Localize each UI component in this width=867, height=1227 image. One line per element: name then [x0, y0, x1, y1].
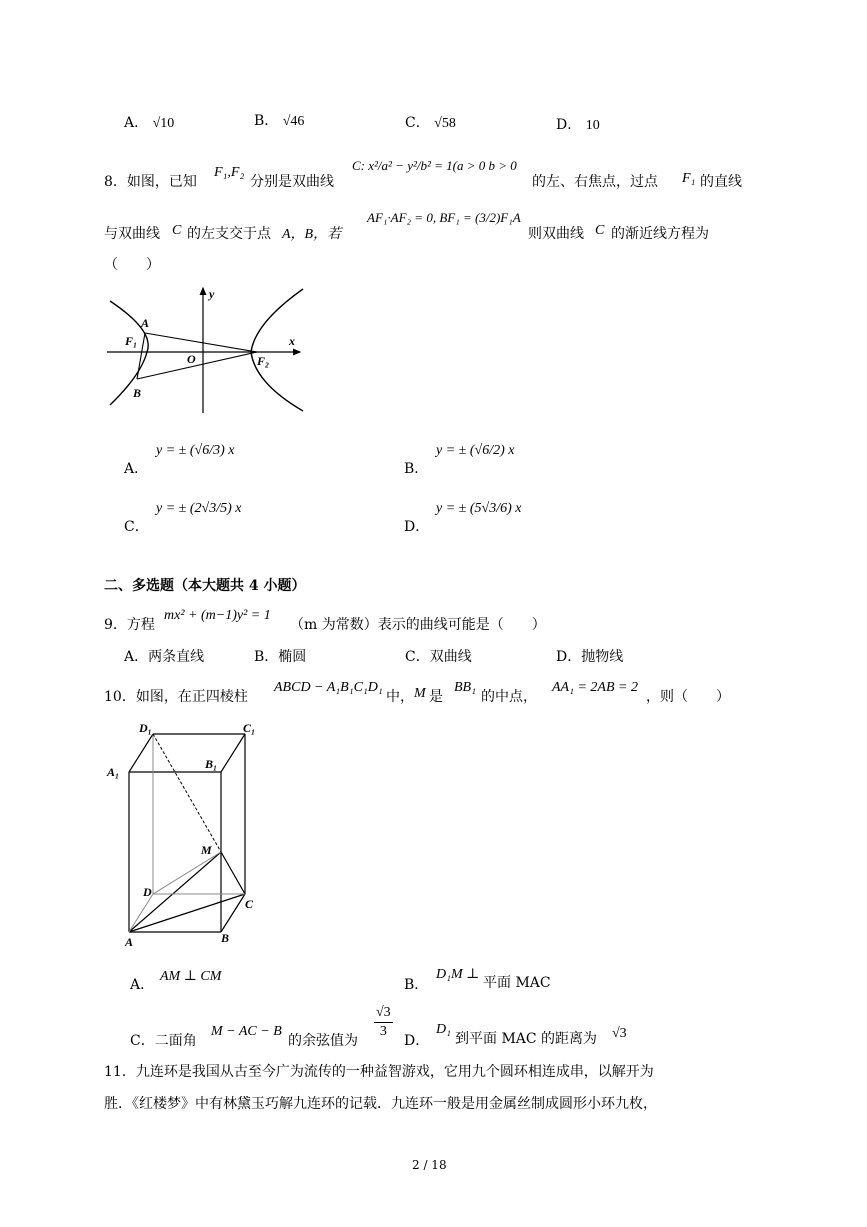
- q10-bb1: BB₁: [454, 680, 476, 695]
- q8-f1: F₁: [682, 171, 696, 186]
- q8-opt-c: y = ± (2√3/5) x: [156, 501, 242, 516]
- q10-text1: 中，: [386, 689, 414, 705]
- label-b: B: [133, 386, 142, 400]
- q8-opt-a-label: A．: [124, 461, 149, 477]
- label-f2: F₂: [257, 354, 270, 368]
- q8-opt-c-label: C．: [124, 519, 149, 535]
- label-d1: D₁: [139, 721, 152, 735]
- label-b1: B₁: [205, 757, 218, 771]
- q7-option-b: [254, 110, 304, 130]
- label-y: y: [209, 287, 215, 301]
- q8-opt-d: y = ± (5√3/6) x: [436, 501, 522, 516]
- q9-opt-c: C．双曲线: [405, 649, 472, 665]
- q7-option-c: [405, 112, 456, 132]
- q11-line1: 11．九连环是我国从古至今广为流传的一种益智游戏，它用九个圆环相连成串，以解开为: [104, 1064, 654, 1080]
- q8-hyperbola-figure: [105, 283, 310, 418]
- q10-opt-a: AM ⊥ CM: [160, 969, 222, 984]
- line-bf2: [137, 352, 257, 379]
- q10-m: M: [414, 686, 426, 701]
- q9-opt-d: D．抛物线: [556, 649, 624, 665]
- q8-text2: 的左、右焦点，过点: [532, 174, 658, 190]
- q8-line2-c: 则双曲线: [528, 226, 584, 242]
- q10-cond: AA₁ = 2AB = 2: [552, 680, 638, 695]
- label-b: B: [221, 931, 230, 945]
- q10-prism-figure: [105, 718, 265, 948]
- right-branch: [251, 289, 303, 411]
- q7-option-d: [556, 114, 600, 134]
- line-ab: [137, 333, 145, 379]
- q8-ab: A，B，若: [282, 227, 342, 242]
- q10-opt-c-math: M − AC − B: [211, 1024, 282, 1039]
- label-f1: F₁: [125, 334, 138, 348]
- q8-num: 8．如图，已知: [104, 174, 197, 190]
- q11-line2: 胜．《红楼梦》中有林黛玉巧解九连环的记载．九连环一般是用金属丝制成圆形小环九枚，: [104, 1096, 657, 1112]
- q10-num: 10．如图，在正四棱柱: [104, 689, 248, 705]
- q8-opt-d-label: D．: [404, 519, 430, 535]
- q8-foci: F₁,F₂: [214, 165, 245, 180]
- label-d: D: [143, 885, 152, 899]
- q8-opt-a: y = ± (√6/3) x: [156, 443, 235, 458]
- label-a: A: [141, 316, 150, 330]
- q8-curve-eq: C: x²/a² − y²/b² = 1(a > 0 b > 0: [352, 158, 517, 173]
- q10-opt-c-text: 的余弦值为: [288, 1033, 358, 1049]
- q9-eq: mx² + (m−1)y² = 1: [164, 608, 271, 623]
- q8-c: C: [172, 223, 182, 238]
- q10-opt-c-value-num: √3: [374, 1004, 393, 1023]
- q8-c2: C: [595, 223, 605, 238]
- label-c: C: [245, 897, 254, 911]
- q8-text3: 的直线: [700, 174, 742, 190]
- label-m: M: [201, 843, 212, 857]
- q9-opt-a: A．两条直线: [124, 649, 205, 665]
- section-title: 二、多选题（本大题共 4 小题）: [104, 578, 306, 594]
- q10-opt-d-value: √3: [612, 1026, 627, 1041]
- q7-option-a-value: √10: [152, 116, 175, 131]
- q10-opt-b-math: D₁M ⊥: [436, 967, 480, 982]
- q10-opt-b-label: B．: [404, 977, 429, 993]
- q10-text3: 的中点，: [481, 689, 537, 705]
- q10-text2: 是: [429, 689, 443, 705]
- label-x: x: [289, 334, 295, 348]
- label-o: O: [187, 352, 196, 366]
- q10-prism: ABCD − A₁B₁C₁D₁: [274, 680, 383, 695]
- q8-opt-b: y = ± (√6/2) x: [436, 443, 515, 458]
- q9-num: 9．方程: [104, 617, 155, 633]
- q10-opt-a-label: A．: [130, 977, 155, 993]
- label-a: A: [125, 935, 134, 948]
- q10-opt-d-text: 到平面 MAC 的距离为: [455, 1031, 598, 1047]
- label-c1: C₁: [243, 721, 256, 735]
- line-af2: [145, 333, 257, 352]
- q7-option-d-label: D．: [556, 117, 582, 133]
- q8-line2-a: 与双曲线: [104, 226, 160, 242]
- q8-condition: AF₁·AF₂ = 0, BF₁ = (3/2)F₁A: [367, 210, 521, 225]
- q10-opt-c-label: C．二面角: [130, 1033, 197, 1049]
- q7-option-b-label: B．: [254, 113, 279, 129]
- q10-opt-c-value-den: 3: [379, 1024, 387, 1039]
- q8-paren: （ ）: [104, 257, 160, 273]
- q8-opt-b-label: B．: [404, 461, 429, 477]
- q10-opt-d-math: D₁: [436, 1022, 451, 1037]
- label-a1: A₁: [107, 765, 120, 779]
- q8-text1: 分别是双曲线: [250, 174, 334, 190]
- q9-opt-b: B．椭圆: [254, 649, 307, 665]
- q9-text: （m 为常数）表示的曲线可能是（ ）: [290, 617, 546, 633]
- q8-line2-b: 的左支交于点: [187, 226, 271, 242]
- q8-line2-d: 的渐近线方程为: [611, 226, 709, 242]
- q7-option-b-value: √46: [282, 114, 305, 129]
- q10-opt-b-text: 平面 MAC: [483, 975, 551, 991]
- q10-opt-d-label: D．: [404, 1033, 430, 1049]
- q7-option-a: [124, 112, 174, 132]
- q7-option-c-label: C．: [405, 115, 430, 131]
- page-number: 2 / 18: [412, 1158, 447, 1172]
- q10-text4: ，则（ ）: [646, 689, 730, 705]
- q7-option-a-label: A．: [124, 115, 149, 131]
- q7-option-d-value: 10: [585, 118, 600, 133]
- q10-opt-c-value: [374, 1004, 393, 1041]
- q7-option-c-value: √58: [434, 116, 456, 131]
